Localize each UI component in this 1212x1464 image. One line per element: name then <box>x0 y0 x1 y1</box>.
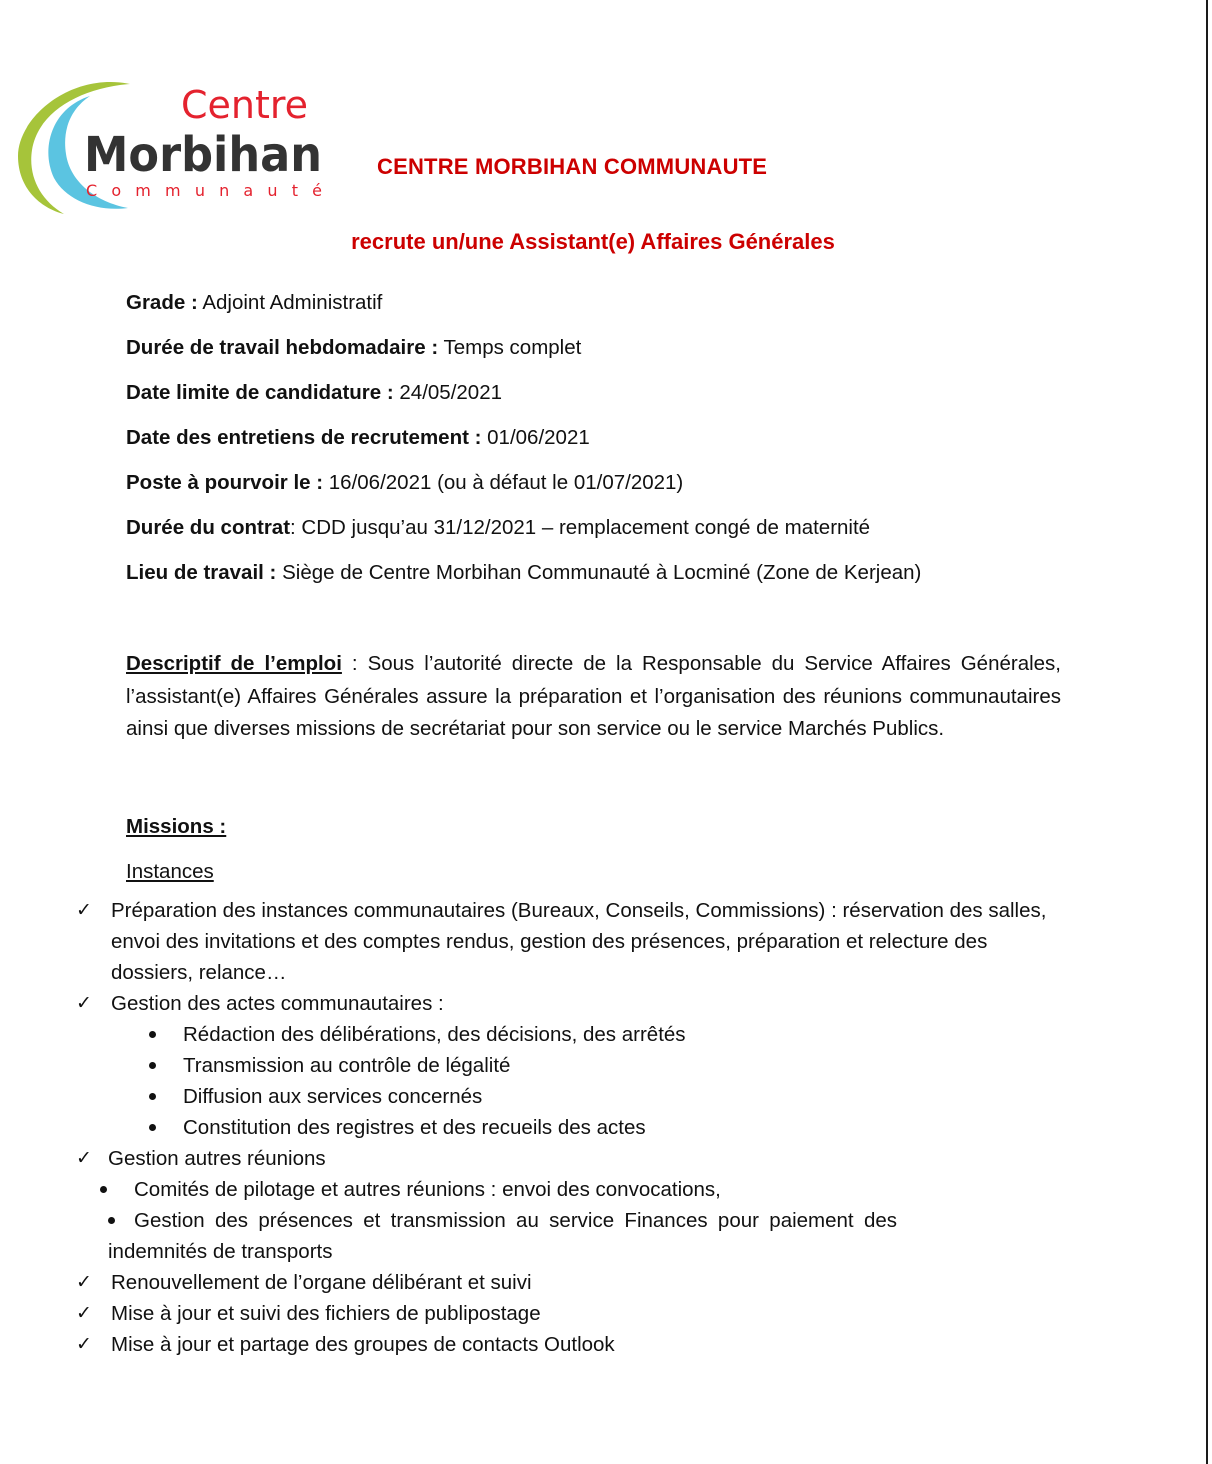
centre-morbihan-logo <box>18 78 338 218</box>
bullet-icon <box>149 1093 156 1100</box>
bullet-icon <box>149 1062 156 1069</box>
list-item: Gestion des présences et transmission au service Finances pour paiement des indemnités de transports <box>108 1208 897 1263</box>
list-item: ✓ Préparation des instances communautaires (Bureaux, Conseils, Commissions) : réservation des salles, envoi des invitations et des comptes rendus, gestion des présences, préparation et relecture des dossiers, relance… <box>0 895 1061 988</box>
job-description-text: : Sous l’autorité directe de la Responsable du Service Affaires Générales, l’assistant(e) Affaires Générales assure la préparation et l’organisation des réunions communautaires ainsi que diverses missions de secrétariat pour son service ou le service Marchés Publics. <box>126 652 1061 740</box>
list-item: Comités de pilotage et autres réunions : envoi des convocations, <box>70 1174 897 1205</box>
bullet-icon <box>108 1217 115 1224</box>
check-mark-icon: ✓ <box>76 1270 92 1293</box>
field-contract-duration: Durée du contrat: CDD jusqu’au 31/12/2021 – remplacement congé de maternité <box>126 516 871 539</box>
job-offer-body <box>76 288 1061 1360</box>
job-description <box>126 648 1061 746</box>
field-interview-date: Date des entretiens de recrutement : 01/06/2021 <box>126 426 590 449</box>
check-mark-icon: ✓ <box>76 991 92 1014</box>
bullet-icon <box>149 1124 156 1131</box>
field-grade: Grade : Adjoint Administratif <box>126 291 383 314</box>
job-description-label: Descriptif de l’emploi <box>126 652 342 675</box>
list-item: ✓ Mise à jour et suivi des fichiers de publipostage <box>0 1298 1061 1329</box>
field-work-location: Lieu de travail : Siège de Centre Morbihan Communauté à Locminé (Zone de Kerjean) <box>126 561 922 584</box>
check-mark-icon: ✓ <box>76 1301 92 1324</box>
logo-text-morbihan: Morbihan <box>84 127 322 183</box>
missions-heading: Missions : <box>126 814 227 838</box>
check-mark-icon: ✓ <box>76 1146 92 1169</box>
actes-sublist <box>111 1019 1061 1143</box>
check-mark-icon: ✓ <box>76 1332 92 1355</box>
bullet-icon <box>149 1031 156 1038</box>
list-item: Constitution des registres et des recueils des actes <box>111 1112 1061 1143</box>
list-item: ✓ Gestion autres réunions Comités de pilotage et autres réunions : envoi des convocations, Gestion des présences et transmission au service Finances pour paiement des indemnités de transports <box>0 1143 1061 1267</box>
list-item: ✓ Renouvellement de l’organe délibérant et suivi <box>0 1267 1061 1298</box>
page-edge <box>1206 0 1208 1464</box>
list-item: ✓ Mise à jour et partage des groupes de contacts Outlook <box>0 1329 1061 1360</box>
bullet-icon <box>100 1186 107 1193</box>
recruitment-title: recrute un/une Assistant(e) Affaires Générales <box>351 229 835 254</box>
organization-title: CENTRE MORBIHAN COMMUNAUTE <box>377 154 768 179</box>
field-work-duration: Durée de travail hebdomadaire : Temps complet <box>126 336 582 359</box>
list-item: ✓ Gestion des actes communautaires : Rédaction des délibérations, des décisions, des arrêtés Transmission au contrôle de légalité Diffusion aux services concernés Constitution des registres et des recueils des actes <box>0 988 1061 1143</box>
list-item: Diffusion aux services concernés <box>111 1081 1061 1112</box>
reunions-sublist <box>70 1174 897 1267</box>
instances-heading: Instances <box>126 859 214 883</box>
field-application-deadline: Date limite de candidature : 24/05/2021 <box>126 381 502 404</box>
list-item: Transmission au contrôle de légalité <box>111 1050 1061 1081</box>
list-item: Rédaction des délibérations, des décisions, des arrêtés <box>111 1019 1061 1050</box>
logo-text-centre: Centre <box>181 83 309 127</box>
missions-list <box>0 895 1061 1360</box>
check-mark-icon: ✓ <box>76 898 92 921</box>
field-start-date: Poste à pourvoir le : 16/06/2021 (ou à défaut le 01/07/2021) <box>126 471 684 494</box>
logo-text-communaute: Communauté <box>86 181 322 200</box>
